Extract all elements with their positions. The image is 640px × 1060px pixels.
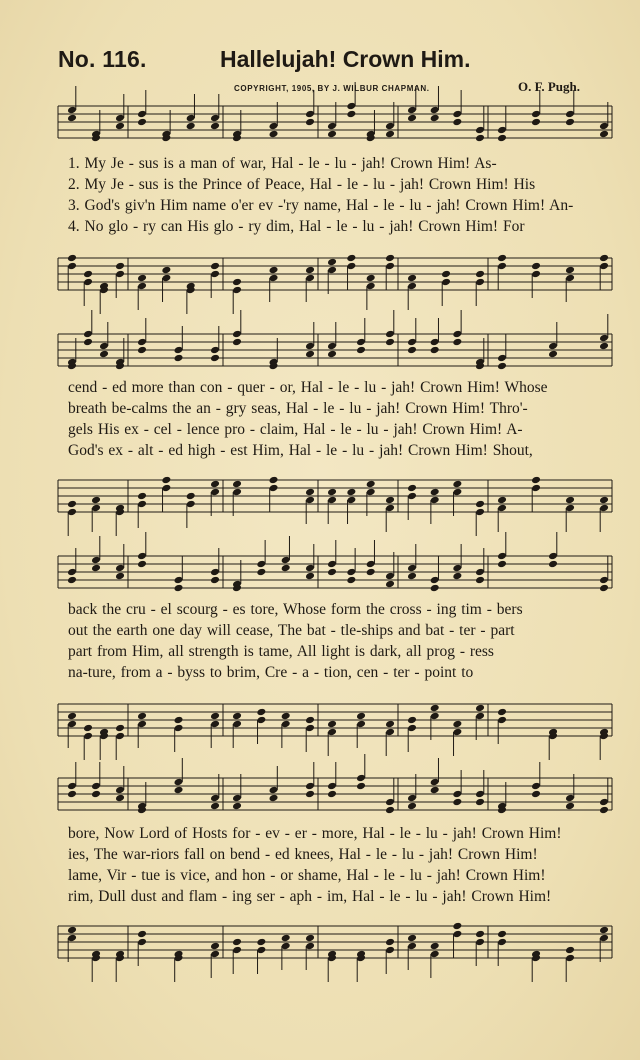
treble-staff: [58, 98, 612, 158]
lyric-line: breath be-calms the an - gry seas, Hal - le - lu - jah! Crown Him! Thro'-: [68, 400, 528, 417]
bass-staff: [58, 250, 612, 310]
lyric-line: part from Him, all strength is tame, All light is dark, all prog - ress: [68, 643, 494, 660]
lyrics-block-1: [68, 153, 612, 237]
lyric-line: bore, Now Lord of Hosts for - ev - er - more, Hal - le - lu - jah! Crown Him!: [68, 825, 562, 842]
lyric-line: gels His ex - cel - lence pro - claim, Hal - le - lu - jah! Crown Him! A-: [68, 421, 523, 438]
bass-staff: [58, 918, 612, 978]
copyright-notice: COPYRIGHT, 1905, BY J. WILBUR CHAPMAN.: [234, 84, 430, 93]
lyric-line: lame, Vir - tue is vice, and hon - or shame, Hal - le - lu - jah! Crown Him!: [68, 867, 546, 884]
lyrics-block-3: [68, 599, 612, 683]
lyric-line: God's ex - alt - ed high - est Him, Hal - le - lu - jah! Crown Him! Shout,: [68, 442, 533, 459]
lyric-line: cend - ed more than con - quer - or, Hal - le - lu - jah! Crown Him! Whose: [68, 379, 548, 396]
lyric-line: 1. My Je - sus is a man of war, Hal - le - lu - jah! Crown Him! As-: [68, 155, 497, 172]
lyrics-block-4: [68, 823, 612, 907]
lyric-line: rim, Dull dust and flam - ing ser - aph - im, Hal - le - lu - jah! Crown Him!: [68, 888, 552, 905]
lyric-line: back the cru - el scourg - es tore, Whose form the cross - ing tim - bers: [68, 601, 523, 618]
lyric-line: na-ture, from a - byss to brim, Cre - a - tion, cen - ter - point to: [68, 664, 474, 681]
composer-name: O. F. Pugh.: [518, 79, 581, 94]
lyric-line: 2. My Je - sus is the Prince of Peace, Hal - le - lu - jah! Crown Him! His: [68, 176, 536, 193]
lyric-line: out the earth one day will cease, The bat - tle-ships and bat - ter - part: [68, 622, 515, 639]
bass-staff: [58, 472, 612, 532]
lyric-line: ies, The war-riors fall on bend - ed knees, Hal - le - lu - jah! Crown Him!: [68, 846, 538, 863]
lyric-line: 4. No glo - ry can His glo - ry dim, Hal - le - lu - jah! Crown Him! For: [68, 218, 525, 235]
hymn-title: Hallelujah! Crown Him.: [220, 46, 471, 72]
hymn-header: [0, 0, 640, 100]
bass-staff: [58, 696, 612, 756]
hymn-number: No. 116.: [58, 46, 147, 72]
lyrics-block-2: [68, 377, 612, 461]
treble-staff: [58, 770, 612, 830]
lyric-line: 3. God's giv'n Him name o'er ev -'ry name, Hal - le - lu - jah! Crown Him! An-: [68, 197, 574, 214]
